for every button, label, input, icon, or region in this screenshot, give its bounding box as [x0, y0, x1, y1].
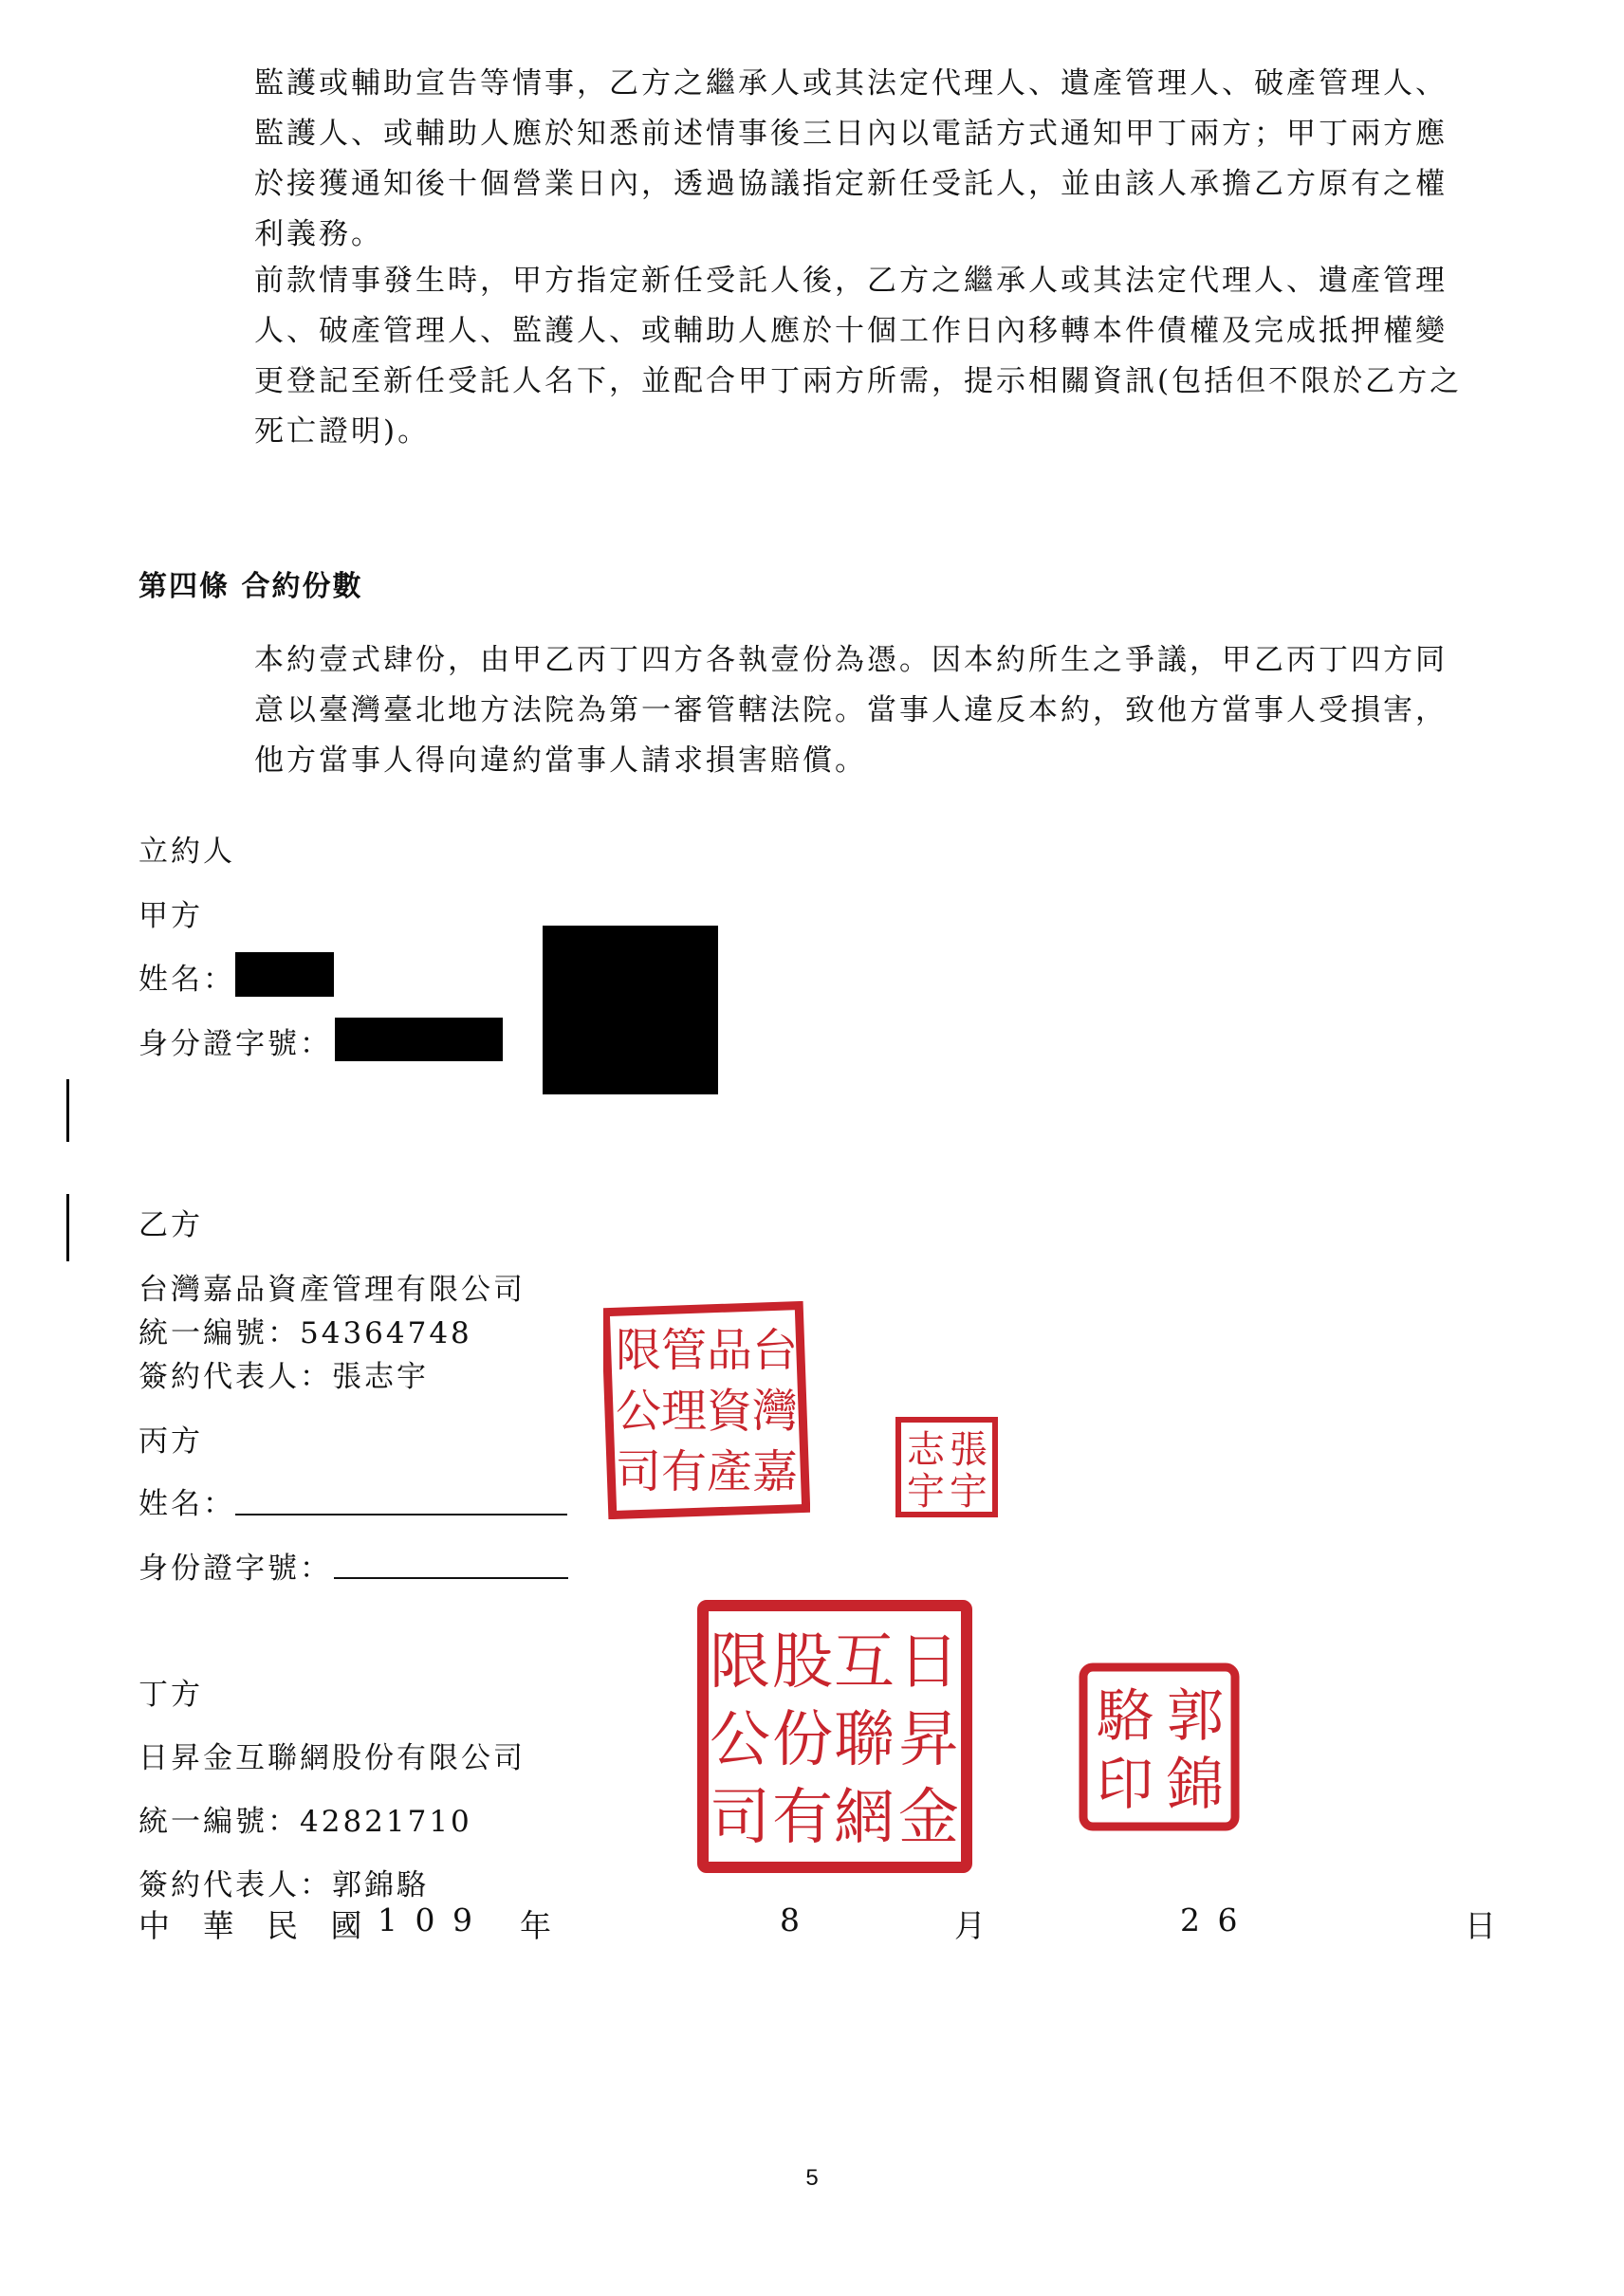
date-year-unit: 年	[520, 1907, 555, 1944]
page-number: 5	[805, 2165, 819, 2191]
party-d-company: 日昇金互聯網股份有限公司	[138, 1741, 526, 1775]
seal-char: 理	[660, 1385, 708, 1438]
seal-char: 有	[660, 1445, 708, 1498]
seal-char: 金	[898, 1783, 959, 1853]
seal-char: 宇	[950, 1470, 987, 1514]
party-c-name-line	[235, 1514, 567, 1515]
party-a-label: 甲方	[138, 899, 203, 933]
seal-char: 股	[772, 1627, 833, 1698]
seal-char: 日	[898, 1627, 959, 1698]
party-b-label: 乙方	[138, 1208, 203, 1242]
clause-paragraph-1	[254, 59, 1478, 260]
seal-char: 司	[615, 1445, 662, 1498]
seal-char: 嘉	[751, 1445, 799, 1498]
clause-paragraph-2-text: 前款情事發生時，甲方指定新任受託人後，乙方之繼承人或其法定代理人、遺產管理人、破產管理人、監護人、或輔助人應於十個工作日內移轉本件債權及完成抵押權變更登記至新任受託人名下，並配合甲丁兩方所需，提示相關資訊(包括但不限於乙方之死亡證明)。	[254, 264, 1463, 449]
party-d-tax-id: 統一編號：42821710	[138, 1805, 472, 1839]
signatories-title: 立約人	[138, 835, 235, 869]
party-d-company-seal	[696, 1599, 973, 1874]
seal-char: 限	[615, 1324, 662, 1377]
seal-char: 份	[772, 1705, 833, 1775]
seal-char: 台	[751, 1324, 799, 1377]
party-b-rep-seal	[894, 1415, 1000, 1519]
seal-char: 產	[706, 1445, 753, 1498]
seal-char: 郭	[1167, 1683, 1224, 1750]
seal-char: 宇	[907, 1470, 945, 1514]
party-b-company: 台灣嘉品資產管理有限公司	[138, 1273, 526, 1307]
seal-char: 限	[710, 1627, 770, 1698]
party-c-id-label: 身份證字號：	[138, 1552, 332, 1586]
revision-bar-1	[66, 1079, 69, 1142]
seal-char: 聯	[834, 1705, 895, 1775]
article-4-body-text: 本約壹式肆份，由甲乙丙丁四方各執壹份為憑。因本約所生之爭議，甲乙丙丁四方同意以臺灣臺北地方法院為第一審管轄法院。當事人違反本約，致他方當事人受損害，他方當事人得向違約當事人請求損害賠償。	[254, 643, 1448, 778]
party-d-rep-seal	[1078, 1662, 1241, 1832]
party-c-name-label: 姓名：	[138, 1487, 235, 1521]
party-c-label: 丙方	[138, 1424, 203, 1459]
seal-char: 錦	[1167, 1752, 1224, 1818]
seal-char: 駱	[1097, 1683, 1153, 1750]
party-b-tax-id: 統一編號：54364748	[138, 1316, 472, 1350]
party-c-id-line	[334, 1577, 568, 1579]
date-day: 2 6	[1180, 1901, 1242, 1938]
party-d-label: 丁方	[138, 1678, 203, 1712]
party-b-representative: 簽約代表人：張志宇	[138, 1360, 429, 1394]
date-era: 中 華 民 國	[138, 1907, 374, 1944]
seal-char: 資	[706, 1385, 753, 1438]
seal-char: 品	[706, 1324, 753, 1377]
date-day-unit: 日	[1465, 1907, 1500, 1944]
party-a-id-label: 身分證字號：	[138, 1027, 332, 1061]
party-d-representative: 簽約代表人：郭錦駱	[138, 1868, 429, 1902]
party-a-id-redaction	[335, 1018, 503, 1061]
revision-bar-2	[66, 1194, 69, 1261]
seal-char: 公	[615, 1385, 662, 1438]
date-month-unit: 月	[954, 1907, 989, 1944]
seal-char: 張	[950, 1428, 987, 1472]
clause-paragraph-1-text: 監護或輔助宣告等情事，乙方之繼承人或其法定代理人、遺產管理人、破產管理人、監護人、或輔助人應於知悉前述情事後三日內以電話方式通知甲丁兩方；甲丁兩方應於接獲通知後十個營業日內，透過協議指定新任受託人，並由該人承擔乙方原有之權利義務。	[254, 66, 1448, 251]
seal-char: 有	[772, 1783, 833, 1853]
seal-char: 志	[907, 1428, 945, 1472]
seal-char: 公	[710, 1705, 770, 1775]
seal-char: 印	[1097, 1752, 1153, 1818]
party-a-name-redaction	[235, 952, 334, 997]
party-b-company-seal	[603, 1301, 810, 1519]
seal-char: 網	[834, 1783, 895, 1853]
clause-paragraph-2	[254, 256, 1478, 457]
party-a-name-label: 姓名：	[138, 963, 235, 997]
date-year: 1 0 9	[378, 1901, 476, 1938]
article-4-body	[254, 635, 1478, 786]
seal-char: 管	[660, 1324, 708, 1377]
seal-char: 司	[710, 1783, 770, 1853]
seal-char: 灣	[751, 1385, 799, 1438]
date-month: 8	[780, 1901, 803, 1938]
seal-char: 互	[834, 1627, 895, 1698]
article-4-heading: 第四條 合約份數	[138, 570, 363, 603]
seal-char: 昇	[898, 1705, 959, 1775]
party-a-seal-redaction	[543, 926, 718, 1094]
